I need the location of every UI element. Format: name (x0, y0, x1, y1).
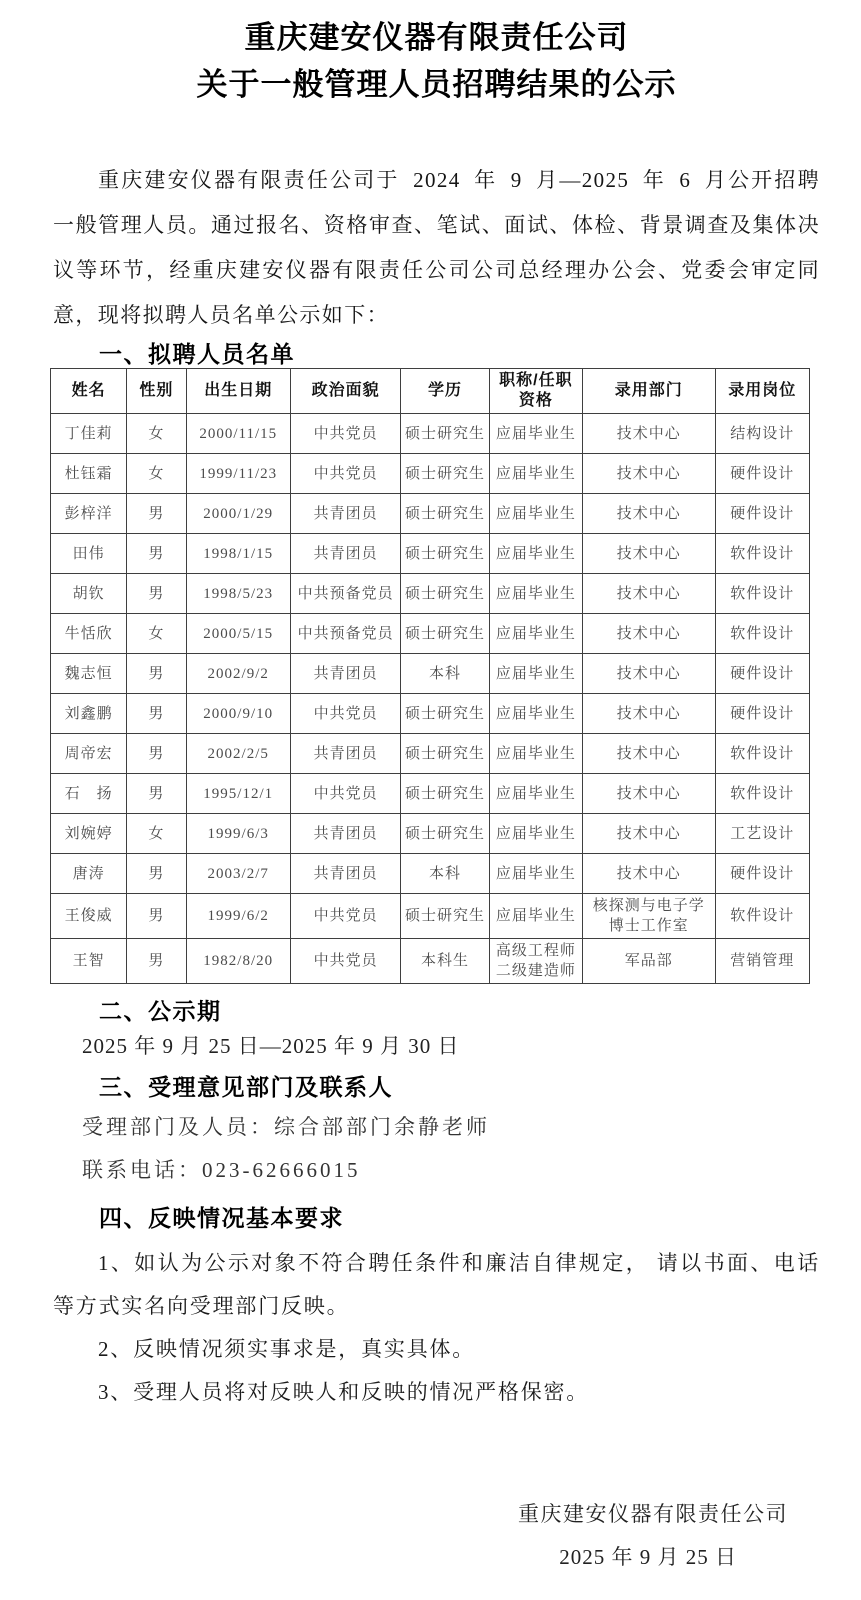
table-cell: 技术中心 (583, 694, 716, 734)
table-cell: 中共党员 (290, 774, 400, 814)
table-cell: 中共党员 (290, 694, 400, 734)
table-body (51, 414, 810, 984)
table-cell: 共青团员 (290, 494, 400, 534)
table-cell: 1982/8/20 (186, 939, 290, 984)
requirement-item-2: 2、反映情况须实事求是，真实具体。 (98, 1337, 476, 1361)
table-cell: 硕士研究生 (401, 494, 489, 534)
table-cell: 营销管理 (715, 939, 809, 984)
table-cell: 技术中心 (583, 454, 716, 494)
table-cell: 应届毕业生 (489, 854, 582, 894)
table-cell: 核探测与电子学博士工作室 (583, 894, 716, 939)
table-cell: 丁佳莉 (51, 414, 127, 454)
table-cell: 王智 (51, 939, 127, 984)
table-cell: 胡钦 (51, 574, 127, 614)
table-cell: 2002/2/5 (186, 734, 290, 774)
section-heading-contact: 三、受理意见部门及联系人 (99, 1074, 393, 1100)
table-row (51, 414, 810, 454)
column-header: 姓名 (51, 369, 127, 414)
table-cell: 共青团员 (290, 854, 400, 894)
table-cell: 本科 (401, 854, 489, 894)
contact-department: 受理部门及人员：综合部部门余静老师 (82, 1115, 490, 1139)
table-cell: 中共党员 (290, 894, 400, 939)
table-cell: 2000/1/29 (186, 494, 290, 534)
document-title-line1: 重庆建安仪器有限责任公司 (244, 20, 629, 55)
table-cell: 男 (127, 854, 186, 894)
table-row (51, 574, 810, 614)
column-header: 职称/任职资格 (489, 369, 582, 414)
table-cell: 技术中心 (583, 814, 716, 854)
table-cell: 技术中心 (583, 414, 716, 454)
table-cell: 共青团员 (290, 654, 400, 694)
table-row (51, 534, 810, 574)
intro-paragraph: 重庆建安仪器有限责任公司于 2024 年 9 月—2025 年 6 月公开招聘一般管理人员。通过报名、资格审查、笔试、面试、体检、背景调查及集体决议等环节，经重庆建安仪器有限责任公司公司总经理办公会、党委会审定同意，现将拟聘人员名单公示如下： (53, 168, 820, 327)
table-cell: 应届毕业生 (489, 614, 582, 654)
section-heading-period: 二、公示期 (99, 998, 222, 1024)
table-cell: 应届毕业生 (489, 494, 582, 534)
table-cell: 中共党员 (290, 939, 400, 984)
table-cell: 1999/11/23 (186, 454, 290, 494)
table-cell: 软件设计 (715, 734, 809, 774)
table-cell: 硕士研究生 (401, 414, 489, 454)
table-cell: 杜钰霜 (51, 454, 127, 494)
signature-date: 2025 年 9 月 25 日 (559, 1545, 737, 1569)
table-cell: 男 (127, 894, 186, 939)
table-cell: 2000/5/15 (186, 614, 290, 654)
column-header: 录用岗位 (715, 369, 809, 414)
table-row (51, 694, 810, 734)
table-cell: 硕士研究生 (401, 694, 489, 734)
table-cell: 女 (127, 814, 186, 854)
table-cell: 周帝宏 (51, 734, 127, 774)
table-cell: 结构设计 (715, 414, 809, 454)
table-cell: 硕士研究生 (401, 614, 489, 654)
table-cell: 王俊威 (51, 894, 127, 939)
table-cell: 女 (127, 454, 186, 494)
table-cell: 男 (127, 534, 186, 574)
requirements-list (53, 1242, 820, 1414)
table-cell: 唐涛 (51, 854, 127, 894)
table-cell: 技术中心 (583, 854, 716, 894)
table-cell: 应届毕业生 (489, 654, 582, 694)
table-cell: 1998/1/15 (186, 534, 290, 574)
table-cell: 硕士研究生 (401, 774, 489, 814)
table-cell: 1995/12/1 (186, 774, 290, 814)
table-cell: 女 (127, 614, 186, 654)
table-cell: 刘鑫鹏 (51, 694, 127, 734)
publicity-period: 2025 年 9 月 25 日—2025 年 9 月 30 日 (82, 1034, 460, 1058)
table-cell: 男 (127, 774, 186, 814)
table-cell: 中共党员 (290, 454, 400, 494)
table-cell: 共青团员 (290, 734, 400, 774)
table-cell: 2000/11/15 (186, 414, 290, 454)
table-cell: 男 (127, 939, 186, 984)
table-row (51, 494, 810, 534)
table-cell: 男 (127, 574, 186, 614)
table-row (51, 654, 810, 694)
table-cell: 工艺设计 (715, 814, 809, 854)
table-cell: 技术中心 (583, 494, 716, 534)
table-cell: 应届毕业生 (489, 534, 582, 574)
table-cell: 2002/9/2 (186, 654, 290, 694)
signature-company: 重庆建安仪器有限责任公司 (518, 1502, 788, 1526)
table-cell: 硬件设计 (715, 494, 809, 534)
requirement-item-3: 3、受理人员将对反映人和反映的情况严格保密。 (98, 1380, 590, 1404)
table-cell: 应届毕业生 (489, 774, 582, 814)
table-cell: 共青团员 (290, 534, 400, 574)
table-cell: 软件设计 (715, 614, 809, 654)
section-heading-roster: 一、拟聘人员名单 (99, 341, 295, 367)
table-cell: 应届毕业生 (489, 694, 582, 734)
signature-block (53, 1502, 820, 1569)
table-cell: 男 (127, 494, 186, 534)
table-cell: 男 (127, 694, 186, 734)
table-cell: 硕士研究生 (401, 814, 489, 854)
table-cell: 1999/6/3 (186, 814, 290, 854)
table-cell: 男 (127, 734, 186, 774)
table-row (51, 894, 810, 939)
table-cell: 硬件设计 (715, 694, 809, 734)
table-cell: 1999/6/2 (186, 894, 290, 939)
table-cell: 高级工程师二级建造师 (489, 939, 582, 984)
table-cell: 牛恬欣 (51, 614, 127, 654)
table-row (51, 854, 810, 894)
column-header: 录用部门 (583, 369, 716, 414)
table-cell: 男 (127, 654, 186, 694)
table-cell: 应届毕业生 (489, 894, 582, 939)
table-cell: 1998/5/23 (186, 574, 290, 614)
table-cell: 技术中心 (583, 574, 716, 614)
table-cell: 魏志恒 (51, 654, 127, 694)
candidates-table (50, 368, 810, 984)
requirement-item-1: 1、如认为公示对象不符合聘任条件和廉洁自律规定， 请以书面、电话等方式实名向受理部门反映。 (53, 1251, 820, 1318)
table-cell: 本科生 (401, 939, 489, 984)
table-cell: 应届毕业生 (489, 734, 582, 774)
table-cell: 软件设计 (715, 574, 809, 614)
table-cell: 技术中心 (583, 654, 716, 694)
table-cell: 应届毕业生 (489, 574, 582, 614)
table-row (51, 774, 810, 814)
table-cell: 刘婉婷 (51, 814, 127, 854)
table-cell: 硕士研究生 (401, 454, 489, 494)
table-header (51, 369, 810, 414)
table-cell: 2003/2/7 (186, 854, 290, 894)
table-row (51, 734, 810, 774)
table-row (51, 614, 810, 654)
table-cell: 技术中心 (583, 534, 716, 574)
table-cell: 技术中心 (583, 774, 716, 814)
table-cell: 软件设计 (715, 894, 809, 939)
contact-phone: 联系电话：023-62666015 (82, 1158, 361, 1182)
table-cell: 硬件设计 (715, 454, 809, 494)
table-row (51, 939, 810, 984)
table-header-row (51, 369, 810, 414)
table-cell: 本科 (401, 654, 489, 694)
table-row (51, 814, 810, 854)
table-cell: 技术中心 (583, 734, 716, 774)
table-cell: 中共党员 (290, 414, 400, 454)
table-cell: 石 扬 (51, 774, 127, 814)
table-cell: 技术中心 (583, 614, 716, 654)
table-cell: 2000/9/10 (186, 694, 290, 734)
document-title (53, 14, 820, 108)
table-cell: 应届毕业生 (489, 414, 582, 454)
table-cell: 应届毕业生 (489, 454, 582, 494)
table-cell: 共青团员 (290, 814, 400, 854)
column-header: 出生日期 (186, 369, 290, 414)
column-header: 政治面貌 (290, 369, 400, 414)
column-header: 学历 (401, 369, 489, 414)
table-cell: 中共预备党员 (290, 614, 400, 654)
table-cell: 田伟 (51, 534, 127, 574)
table-cell: 军品部 (583, 939, 716, 984)
table-cell: 硬件设计 (715, 854, 809, 894)
section-heading-requirements: 四、反映情况基本要求 (99, 1205, 344, 1231)
table-cell: 硕士研究生 (401, 534, 489, 574)
table-cell: 彭梓洋 (51, 494, 127, 534)
table-cell: 女 (127, 414, 186, 454)
table-cell: 硕士研究生 (401, 734, 489, 774)
table-cell: 中共预备党员 (290, 574, 400, 614)
table-cell: 硬件设计 (715, 654, 809, 694)
table-cell: 软件设计 (715, 774, 809, 814)
table-cell: 应届毕业生 (489, 814, 582, 854)
column-header: 性别 (127, 369, 186, 414)
table-cell: 硕士研究生 (401, 574, 489, 614)
table-cell: 软件设计 (715, 534, 809, 574)
table-row (51, 454, 810, 494)
table-cell: 硕士研究生 (401, 894, 489, 939)
document-title-line2: 关于一般管理人员招聘结果的公示 (196, 67, 677, 102)
